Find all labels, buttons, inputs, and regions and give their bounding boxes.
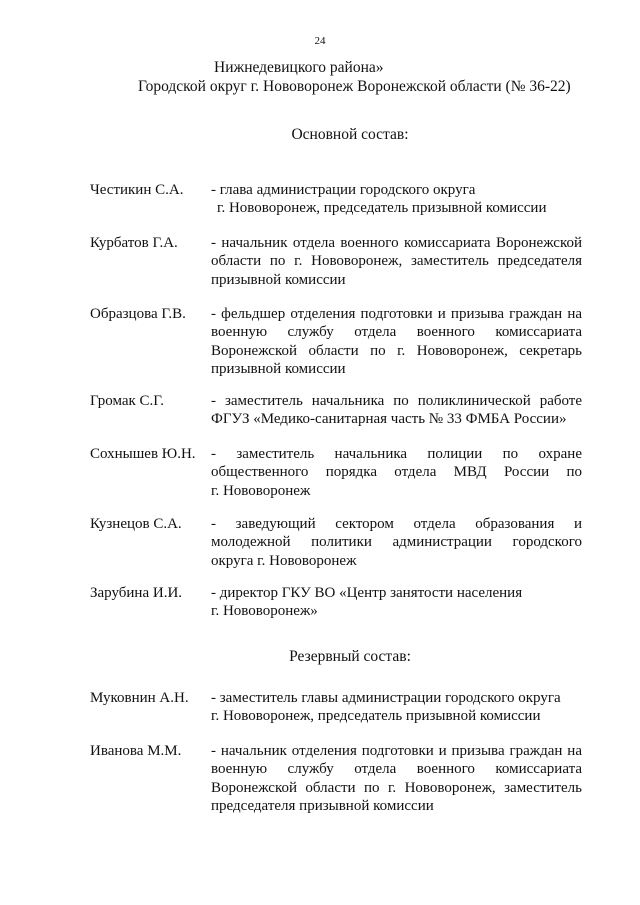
- role-line: - начальник отделения подготовки и призыва граждан на: [211, 743, 582, 759]
- header-line-2: Городской округ г. Нововоронеж Воронежской области (№ 36-22): [138, 78, 571, 95]
- role-line: области по г. Нововоронеж, заместитель председателя: [211, 253, 582, 270]
- role-line: г. Нововоронеж: [211, 482, 311, 499]
- role-line: Воронежской области по г. Нововоронеж, секретарь: [211, 342, 582, 359]
- member-role: [211, 305, 582, 378]
- reserve-composition-title: Резервный состав:: [289, 648, 411, 665]
- role-line: - глава администрации городского округа: [211, 182, 476, 198]
- role-line: военную службу отдела военного комиссариата: [211, 324, 582, 341]
- role-line: - заместитель главы администрации городского округа: [211, 690, 561, 706]
- role-line: - начальник отдела военного комиссариата Воронежской: [211, 235, 582, 251]
- role-line: военную службу отдела военного комиссариата: [211, 761, 582, 778]
- role-line: - заместитель начальника по поликлинической работе: [211, 393, 582, 409]
- role-line: - заместитель начальника полиции по охране: [211, 446, 582, 462]
- member-name: Громак С.Г.: [90, 393, 165, 409]
- role-line: Воронежской области по г. Нововоронеж, заместитель: [211, 779, 582, 796]
- role-line: г. Нововоронеж, председатель призывной комиссии: [211, 708, 541, 725]
- member-role: [211, 584, 582, 621]
- member-role: [211, 742, 582, 815]
- role-line: округа г. Нововоронеж: [211, 552, 357, 569]
- member-role: [211, 445, 582, 500]
- member-name: Иванова М.М.: [90, 743, 182, 759]
- role-line: призывной комиссии: [211, 271, 346, 288]
- role-line: - директор ГКУ ВО «Центр занятости населения: [211, 585, 523, 601]
- page-number: 24: [314, 35, 326, 47]
- role-line: - фельдшер отделения подготовки и призыва граждан на: [211, 306, 582, 322]
- role-line: председателя призывной комиссии: [211, 797, 434, 814]
- role-line: - заведующий сектором отдела образования и: [211, 516, 582, 532]
- role-line: молодежной политики администрации городского: [211, 534, 582, 551]
- member-name: Честикин С.А.: [90, 182, 184, 198]
- member-name: Муковнин А.Н.: [90, 690, 189, 706]
- role-line: призывной комиссии: [211, 360, 346, 377]
- member-role: [211, 392, 582, 429]
- member-role: [211, 234, 582, 289]
- main-composition-title: Основной состав:: [291, 126, 409, 143]
- role-line: г. Нововоронеж, председатель призывной комиссии: [217, 200, 547, 217]
- member-role: [211, 181, 582, 218]
- role-line: общественного порядка отдела МВД России по: [211, 464, 582, 481]
- member-name: Образцова Г.В.: [90, 306, 186, 322]
- member-name: Сохнышев Ю.Н.: [90, 446, 196, 462]
- header-line-1: Нижнедевицкого района»: [214, 59, 384, 76]
- member-role: [211, 689, 582, 726]
- member-name: Курбатов Г.А.: [90, 235, 178, 251]
- member-role: [211, 515, 582, 570]
- role-line: г. Нововоронеж»: [211, 603, 318, 620]
- role-line: ФГУЗ «Медико-санитарная часть № 33 ФМБА России»: [211, 411, 567, 428]
- member-name: Зарубина И.И.: [90, 585, 183, 601]
- member-name: Кузнецов С.А.: [90, 516, 182, 532]
